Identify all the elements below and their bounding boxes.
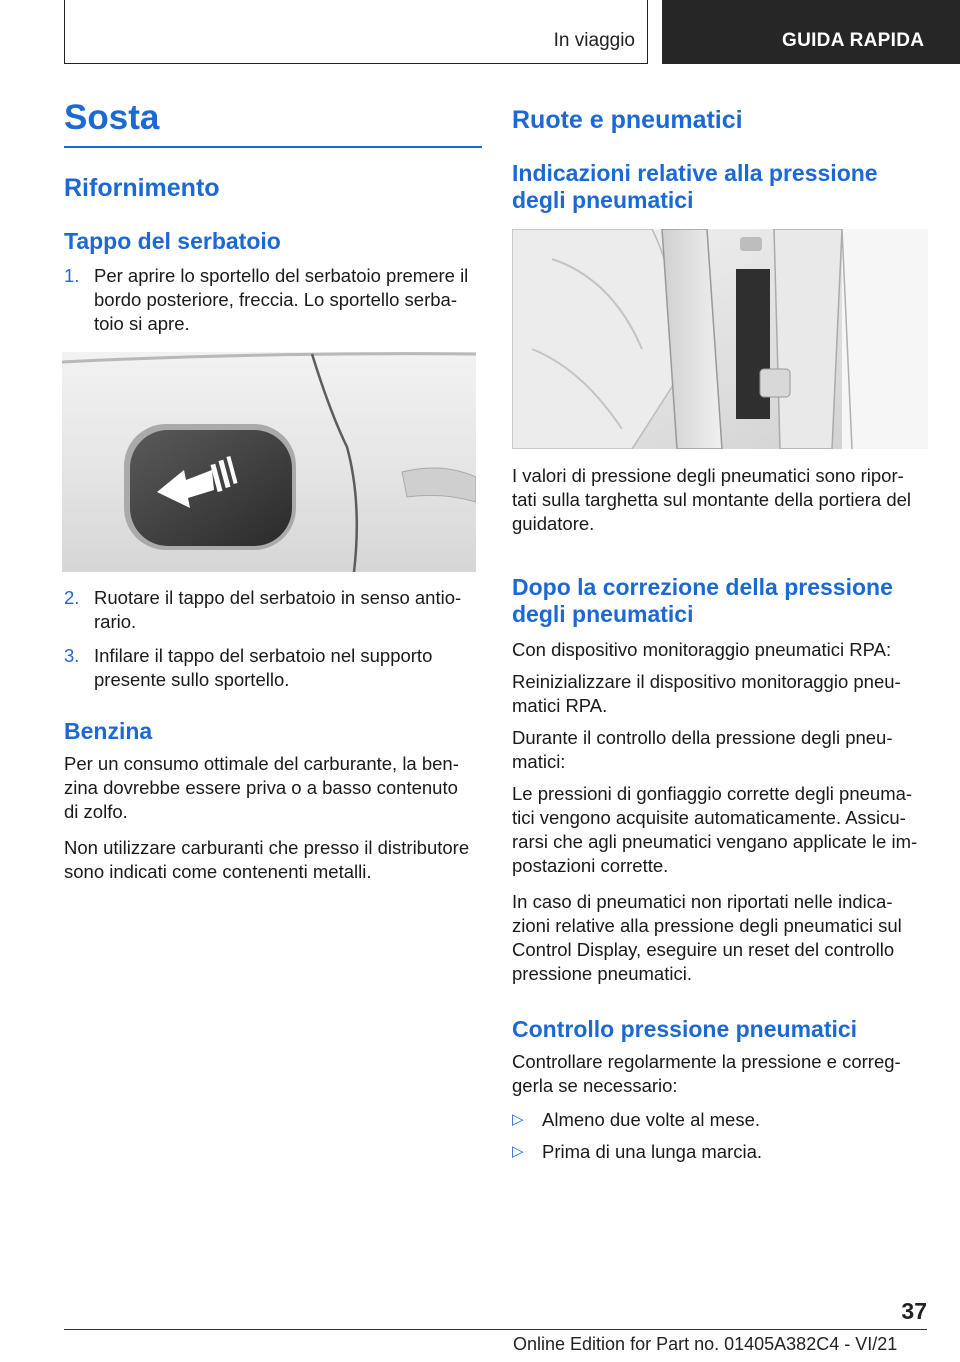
heading-rifornimento: Rifornimento [64, 174, 220, 202]
bullet-triangle-icon: ▷ [512, 1111, 524, 1128]
step-3-number: 3. [64, 645, 80, 666]
dopo-paragraph-2 [512, 670, 932, 718]
list-item-text: Almeno due volte al mese. [542, 1109, 761, 1130]
text-line: Controllare regolarmente la pressione e correg- [512, 1051, 901, 1072]
page-number: 37 [901, 1298, 927, 1324]
text-line: sono indicati come contenenti metalli. [64, 861, 372, 882]
heading-line: Dopo la correzione della pressione [512, 574, 893, 600]
step-1-number: 1. [64, 265, 80, 286]
step-1-line: toio si apre. [94, 313, 190, 334]
dopo-paragraph-5 [512, 890, 932, 986]
heading-tappo-serbatoio: Tappo del serbatoio [64, 228, 281, 254]
heading-line: Indicazioni relative alla pressione [512, 160, 878, 186]
text-line: Per un consumo ottimale del carburante, la ben- [64, 753, 459, 774]
text-line: guidatore. [512, 513, 595, 534]
text-line: postazioni corrette. [512, 855, 669, 876]
footer-divider [64, 1329, 927, 1330]
step-2-line: Ruotare il tappo del serbatoio in senso antio- [94, 587, 462, 608]
header-section-tab [662, 0, 960, 64]
heading-dopo-correzione [512, 574, 893, 628]
text-line: In caso di pneumatici non riportati nelle indica- [512, 891, 893, 912]
dopo-paragraph-3 [512, 726, 932, 774]
text-line: tici vengono acquisite automaticamente. Assicu- [512, 807, 906, 828]
text-line: zioni relative alla pressione degli pneumatici sul [512, 915, 902, 936]
page-title: Sosta [64, 98, 160, 137]
text-line: Reinizializzare il dispositivo monitoraggio pneu- [512, 671, 901, 692]
text-line: I valori di pressione degli pneumatici sono ripor- [512, 465, 904, 486]
step-3-line: Infilare il tappo del serbatoio nel supporto [94, 645, 433, 666]
text-line: Con dispositivo monitoraggio pneumatici RPA: [512, 639, 892, 660]
edition-note: Online Edition for Part no. 01405A382C4 - VI/21 [513, 1334, 898, 1354]
controllo-paragraph [512, 1050, 932, 1098]
text-line: matici: [512, 751, 566, 772]
fuel-door-illustration [62, 352, 476, 572]
step-2-number: 2. [64, 587, 80, 608]
text-line: Le pressioni di gonfiaggio corrette degli pneuma- [512, 783, 913, 804]
text-line: Non utilizzare carburanti che presso il distributore [64, 837, 470, 858]
title-divider [64, 146, 482, 148]
benzina-paragraph-1 [64, 752, 484, 824]
bullet-triangle-icon: ▷ [512, 1143, 524, 1160]
header-chapter-label: In viaggio [553, 30, 635, 51]
heading-controllo-pressione: Controllo pressione pneumatici [512, 1016, 858, 1042]
heading-line: degli pneumatici [512, 187, 694, 213]
text-line: pressione pneumatici. [512, 963, 692, 984]
text-line: tati sulla targhetta sul montante della portiera del [512, 489, 912, 510]
benzina-paragraph-2 [64, 836, 484, 884]
step-2-line: rario. [94, 611, 137, 632]
heading-benzina: Benzina [64, 718, 153, 744]
dopo-paragraph-4 [512, 782, 932, 878]
text-line: rarsi che agli pneumatici vengano applicate le im- [512, 831, 918, 852]
heading-indicazioni [512, 160, 878, 214]
heading-ruote-pneumatici: Ruote e pneumatici [512, 106, 743, 134]
text-line: gerla se necessario: [512, 1075, 678, 1096]
step-1-line: bordo posteriore, freccia. Lo sportello serba- [94, 289, 457, 310]
header-chapter-tab [64, 0, 648, 64]
step-3-line: presente sullo sportello. [94, 669, 290, 690]
step-1-line: Per aprire lo sportello del serbatoio premere il [94, 265, 469, 286]
text-line: Durante il controllo della pressione degli pneu- [512, 727, 893, 748]
header-section-label: GUIDA RAPIDA [782, 30, 925, 51]
heading-line: degli pneumatici [512, 601, 694, 627]
text-line: di zolfo. [64, 801, 128, 822]
door-pillar-illustration [512, 229, 928, 449]
text-line: zina dovrebbe essere priva o a basso contenuto [64, 777, 458, 798]
text-line: Control Display, eseguire un reset del controllo [512, 939, 895, 960]
indicazioni-paragraph [512, 464, 932, 536]
text-line: matici RPA. [512, 695, 608, 716]
list-item-text: Prima di una lunga marcia. [542, 1141, 763, 1162]
dopo-paragraph-1 [512, 638, 932, 662]
